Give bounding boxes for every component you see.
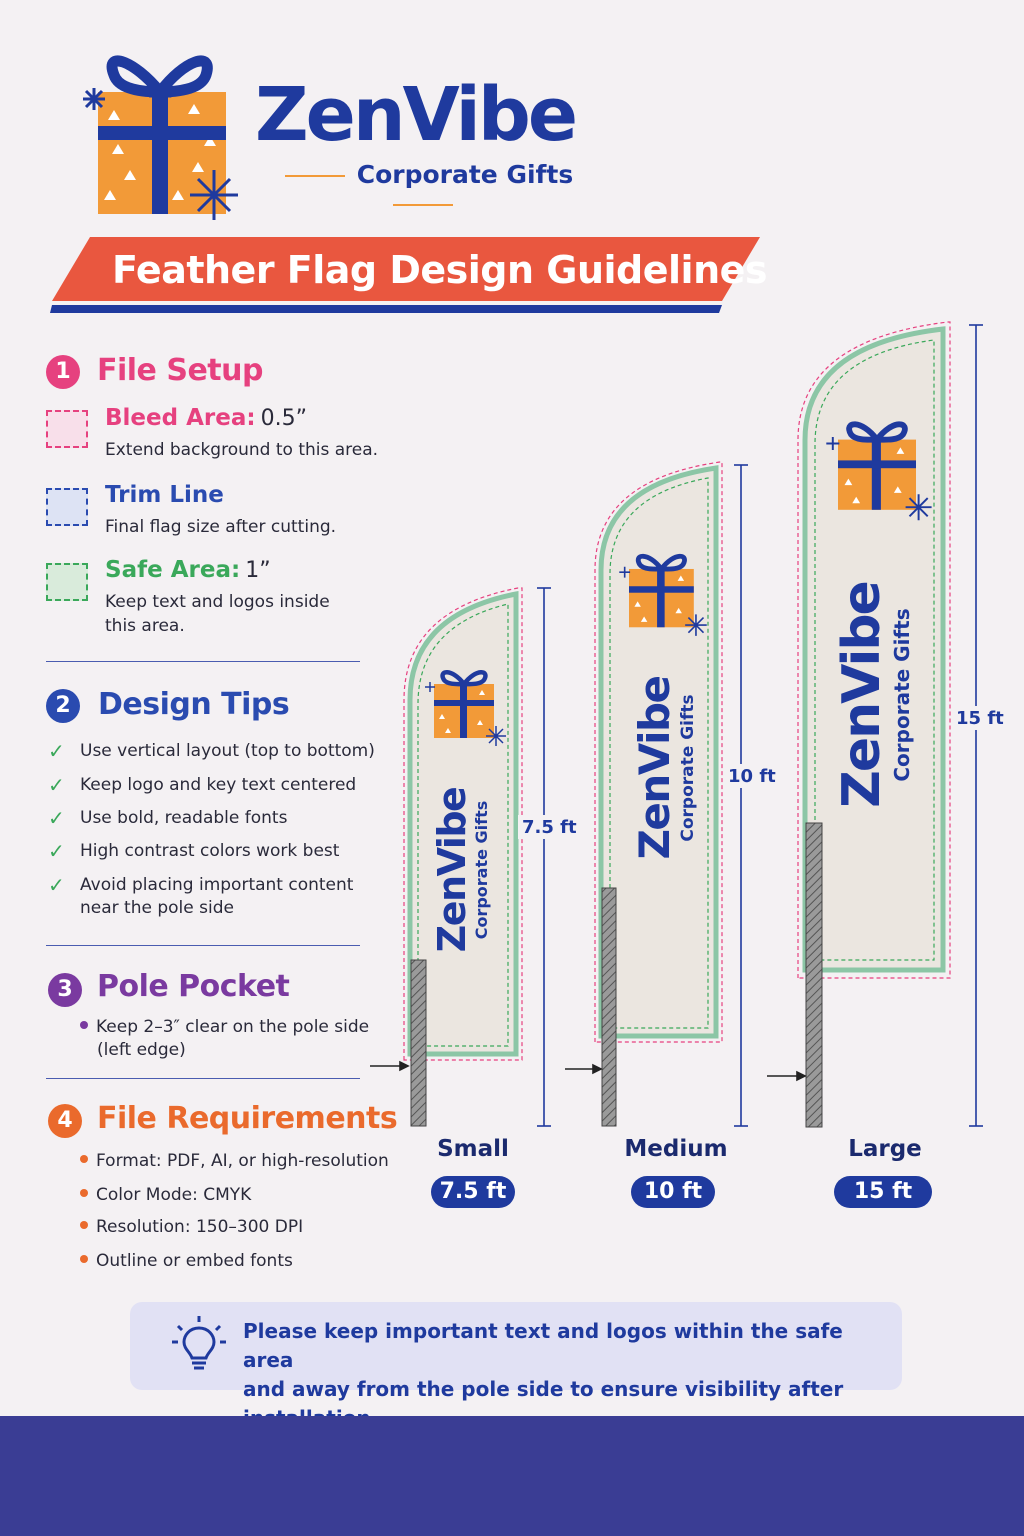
brand-name: ZenVibe [255,72,576,158]
safe-swatch [46,563,88,601]
requirement-item: Format: PDF, AI, or high-resolution [80,1150,389,1172]
size-name-small: Small [437,1136,509,1162]
flag-large-sub: Corporate Gifts [890,608,914,782]
trim-swatch [46,488,88,526]
dim-label-medium: 10 ft [728,766,776,787]
divider [46,945,360,946]
note-text: Please keep important text and logos within the safe area and away from the pole side to ensure visibility after [243,1319,844,1401]
tip-item: ✓ Use vertical layout (top to bottom) [48,739,375,763]
divider [46,661,360,662]
check-icon: ✓ [48,806,65,830]
section-title-file-requirements: File Requirements [97,1101,398,1136]
flag-medium-text [618,668,718,868]
footer-band [0,1416,1024,1536]
tip-item: ✓ Keep logo and key text centered [48,773,357,797]
trim-line-label: Trim Line [105,482,224,508]
bleed-area-label: Bleed Area: 0.5” [105,405,308,431]
check-icon: ✓ [48,773,65,797]
size-pill-large: 15 ft [834,1176,932,1208]
flag-medium-brand: ZenVibe [630,676,679,860]
requirement-item: Outline or embed fonts [80,1250,293,1272]
tip-item-continued: near the pole side [80,898,234,918]
pole-pocket-item-continued: (left edge) [97,1040,186,1060]
tip-item: ✓ Use bold, readable fonts [48,806,288,830]
safe-area-label: Safe Area: 1” [105,557,271,583]
section-title-design-tips: Design Tips [98,687,290,722]
section-title-file-setup: File Setup [97,353,263,388]
pole-arrow-icons [370,1062,805,1080]
size-name-large: Large [848,1136,922,1162]
flag-large-text [822,570,932,820]
requirement-item: Resolution: 150–300 DPI [80,1216,303,1238]
section-number-3: 3 [48,973,82,1007]
gift-logo-icon [74,40,254,225]
tip-item: ✓ High contrast colors work best [48,839,340,863]
dim-label-small: 7.5 ft [522,817,577,838]
section-title-pole-pocket: Pole Pocket [97,969,290,1004]
lightbulb-icon [170,1314,228,1376]
safe-area-desc: Keep text and logos inside [105,592,330,612]
pole-pocket-item: Keep 2–3″ clear on the pole side [80,1016,369,1038]
bleed-swatch [46,410,88,448]
dim-label-large: 15 ft [956,708,1004,729]
tip-item: ✓ Avoid placing important content [48,873,354,897]
check-icon: ✓ [48,739,65,763]
flag-small-text [415,785,515,955]
bleed-area-desc: Extend background to this area. [105,440,379,460]
size-name-medium: Medium [624,1136,728,1162]
section-number-4: 4 [48,1104,82,1138]
requirement-item: Color Mode: CMYK [80,1184,251,1206]
safe-area-desc-2: this area. [105,616,185,636]
check-icon: ✓ [48,839,65,863]
divider [46,1078,360,1079]
page-title: Feather Flag Design Guidelines [112,248,768,292]
brand-subtitle: Corporate Gifts [255,160,591,218]
flag-small-brand: ZenVibe [430,787,474,953]
flag-small-sub: Corporate Gifts [472,800,491,940]
size-pill-medium: 10 ft [631,1176,715,1208]
size-pill-small: 7.5 ft [431,1176,515,1208]
trim-line-desc: Final flag size after cutting. [105,517,337,537]
check-icon: ✓ [48,873,65,897]
flag-medium-sub: Corporate Gifts [678,694,698,842]
section-number-2: 2 [46,689,80,723]
flag-large-brand: ZenVibe [832,582,892,808]
section-number-1: 1 [46,355,80,389]
